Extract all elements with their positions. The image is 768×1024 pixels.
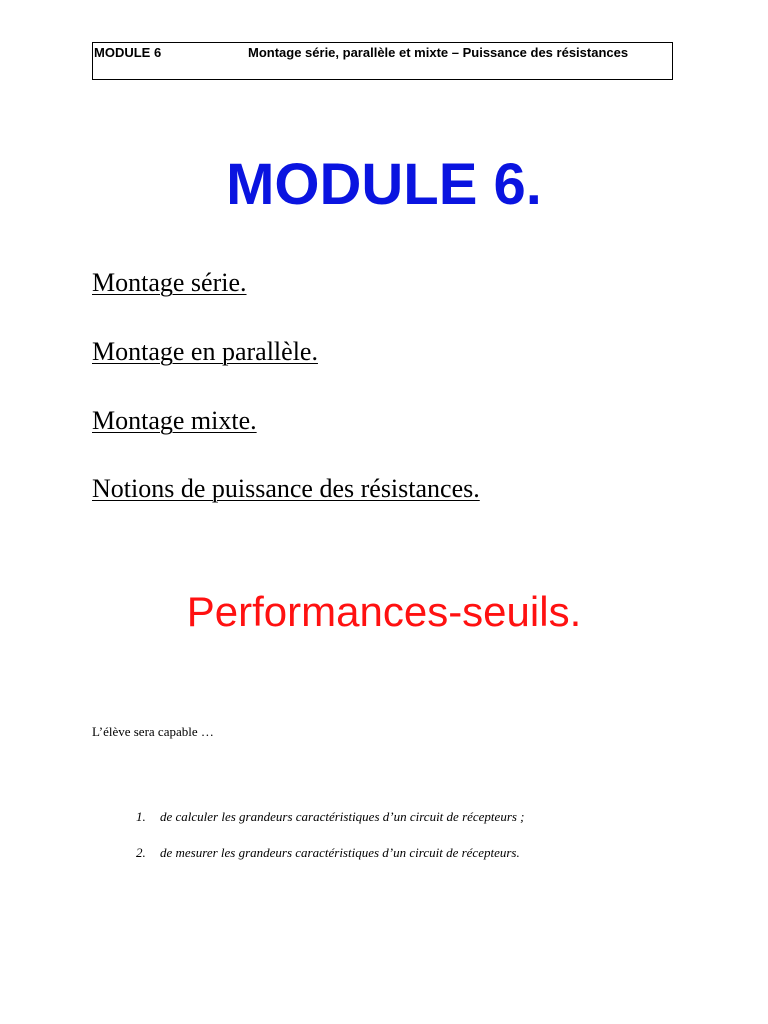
objective-number: 2. xyxy=(136,845,146,860)
topic-item: Montage en parallèle. xyxy=(92,337,318,366)
objective-text: de calculer les grandeurs caractéristiques d’un circuit de récepteurs ; xyxy=(160,809,525,824)
objective-item xyxy=(136,845,520,861)
performance-title: Performances-seuils. xyxy=(186,588,582,635)
objective-item xyxy=(136,809,525,825)
topic-item: Montage série. xyxy=(92,268,247,297)
header-box xyxy=(92,42,673,80)
header-module-label: MODULE 6 xyxy=(94,45,162,60)
objective-number: 1. xyxy=(136,809,146,824)
topic-item: Montage mixte. xyxy=(92,406,257,435)
topic-item: Notions de puissance des résistances. xyxy=(92,474,480,503)
intro-text: L’élève sera capable … xyxy=(92,724,214,739)
objective-text: de mesurer les grandeurs caractéristiques d’un circuit de récepteurs. xyxy=(160,845,520,860)
header-title: Montage série, parallèle et mixte – Puissance des résistances xyxy=(248,45,629,60)
main-title: MODULE 6. xyxy=(226,152,542,217)
